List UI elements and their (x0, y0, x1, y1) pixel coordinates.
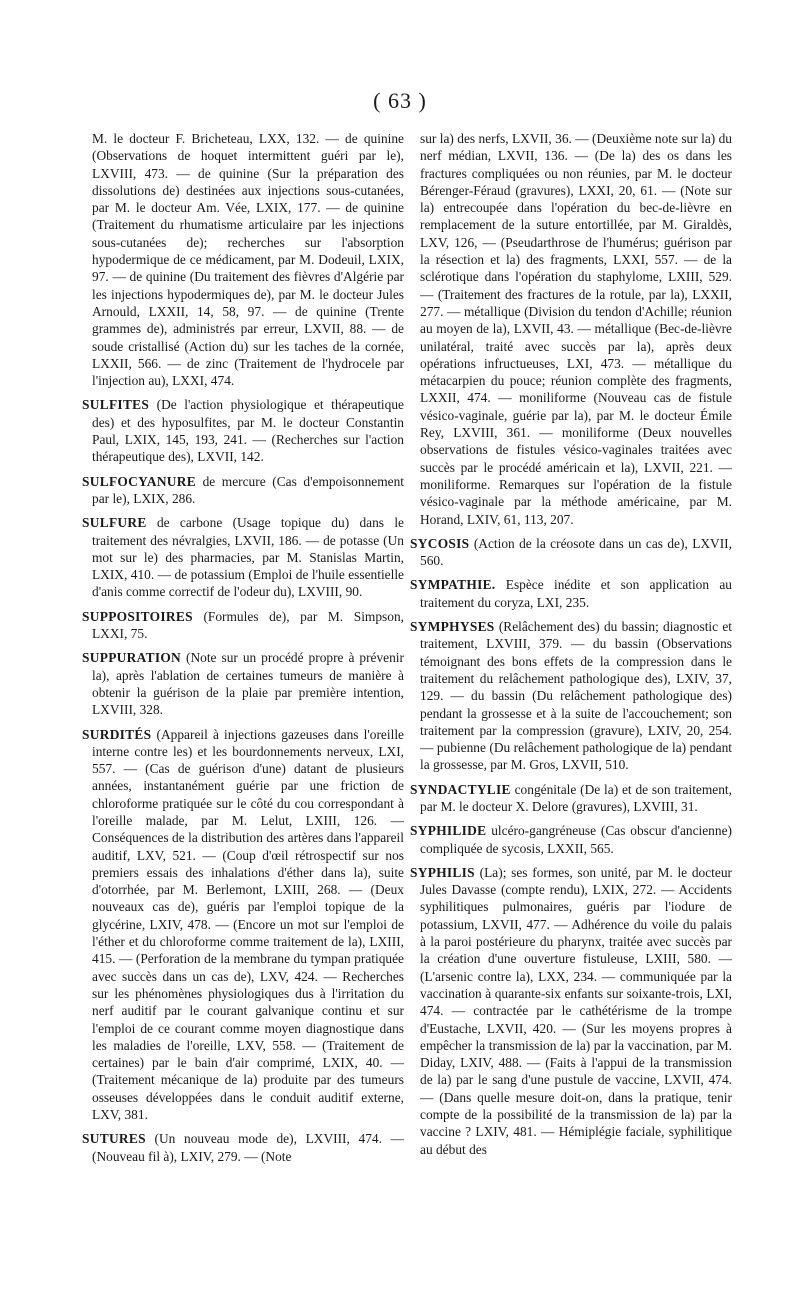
headword: SYCOSIS (410, 535, 470, 551)
index-entry: SYPHILIDE ulcéro-gangréneuse (Cas obscur d'ancienne) compliquée de sycosis, LXXII, 565. (410, 823, 732, 856)
headword: SYNDACTYLIE (410, 781, 511, 797)
index-entry: SULFOCYANURE de mercure (Cas d'empoisonnement par le), LXIX, 286. (82, 473, 404, 506)
headword: SUTURES (82, 1131, 146, 1147)
page-number: ( 63 ) (373, 88, 427, 113)
headword: SYMPHYSES (410, 619, 495, 635)
headword: SYPHILIS (410, 864, 475, 880)
index-entry: SUTURES (Un nouveau mode de), LXVIII, 474. — (Nouveau fil à), LXIV, 279. — (Note (82, 1131, 404, 1164)
headword: SYMPATHIE. (410, 577, 496, 593)
left-column (82, 130, 404, 1172)
headword: SULFITES (82, 397, 150, 413)
index-entry: SUPPOSITOIRES (Formules de), par M. Simpson, LXXI, 75. (82, 608, 404, 642)
index-entry: SULFITES (De l'action physiologique et thérapeutique des) et des hyposulfites, par M. le docteur Constantin Paul, LXIX, 145, 193, 241. — (Recherches sur l'action thérapeutique des), LXVII, 142. (82, 397, 404, 465)
index-entry: SYPHILIS (La); ses formes, son unité, par M. le docteur Jules Davasse (compte rendu), LXIX, 272. — Accidents syphilitiques pulmonaires, guéris par l'iodure de potassium, LXVII, 477. — Adhérence du voile du palais à la paroi postérieure du pharynx, traitée avec succès par la création d'une ouverture fistuleuse, LXIII, 580. — (L'arsenic contre la), LXX, 234. — communiquée par la vaccination à quarante-six enfants sur soixante-trois, LXI, 474. — contractée par le cathétérisme de la trompe d'Eustache, LXVII, 420. — (Sur les moyens propres à empêcher la transmission de la) par la vaccination, par M. Diday, LXIV, 488. — (Faits à l'appui de la transmission de la) par le sang d'une pustule de vaccine, LXVII, 474. — (Dans quelle mesure doit-on, dans la pratique, tenir compte de la possibilité de la transmission de la) par la vaccine ? LXIV, 481. — Hémiplégie faciale, syphilitique au début des (410, 864, 732, 1157)
index-entry: SURDITÉS (Appareil à injections gazeuses dans l'oreille interne contre les) et les bourdonnements nerveux, LXI, 557. — (Cas de guérison d'une) datant de plusieurs années, instantanément guérie par une friction de chloroforme pratiquée sur le côté du cou correspondant à l'oreille malade, par M. Lelut, LXIII, 126. — Conséquences de la distribution des artères dans l'appareil auditif, LXV, 521. — (Coup d'œil rétrospectif sur nos premiers essais des inhalations d'éther dans la), suite d'otorrhée, par M. Berlemont, LXIII, 268. — (Deux nouveaux cas de), guéris par l'emploi topique de la glycérine, LXIV, 478. — (Encore un mot sur l'emploi de l'éther et du chloroforme comme traitement de la), LXIII, 415. — (Perforation de la membrane du tympan pratiquée avec succès dans un cas de), LXV, 424. — Recherches sur les phénomènes physiologiques dus à l'irritation du nerf auditif par le courant galvanique continu et sur l'emploi de ce courant comme moyen diagnostique dans les maladies de l'oreille, LXV, 558. — (Traitement de certaines) par le bain d'air comprimé, LXIX, 40. — (Traitement mécanique de la) produite par des tumeurs osseuses développées dans le conduit auditif externe, LXV, 381. (82, 726, 404, 1123)
index-entry: SUPPURATION (Note sur un procédé propre à prévenir la), après l'ablation de certaines tumeurs de manière à obtenir la guérison de la plaie par première intention, LXVIII, 328. (82, 650, 404, 718)
headword: SUPPOSITOIRES (82, 608, 193, 624)
headword: SURDITÉS (82, 726, 152, 742)
index-entry: SYMPHYSES (Relâchement des) du bassin; diagnostic et traitement, LXVIII, 379. — du bassin (Observations témoignant des bons effets de la compression dans le traitement du relâchement pathologique des), LXIV, 37, 129. — du bassin (Du relâchement pathologique des) pendant la grossesse et à la suite de l'accouchement; son traitement par la compression (gravure), LXIV, 20, 254. — pubienne (Du relâchement pathologique de la) pendant la grossesse, par M. Gros, LXVII, 510. (410, 619, 732, 773)
index-entry: SULFURE de carbone (Usage topique du) dans le traitement des névralgies, LXVII, 186. — de potasse (Un mot sur le) des pharmacies, par M. Stanislas Martin, LXIX, 410. — de potassium (Emploi de l'huile essentielle d'anis comme correctif de l'odeur du), LXVIII, 90. (82, 515, 404, 600)
headword: SULFURE (82, 515, 147, 531)
index-entry: SYMPATHIE. Espèce inédite et son application au traitement du coryza, LXI, 235. (410, 577, 732, 610)
index-entry: M. le docteur F. Bricheteau, LXX, 132. — de quinine (Observations de hoquet intermittent guéri par le), LXVIII, 473. — de quinine (Sur la préparation des dissolutions de) destinées aux injections sous-cutanées, par M. le docteur Am. Vée, LXIX, 177. — de quinine (Traitement du rhumatisme articulaire par les injections sous-cutanées de); recherches sur l'absorption hypodermique de ce médicament, par M. Dodeuil, LXIX, 97. — de quinine (Du traitement des fièvres d'Algérie par les injections hypodermiques de), par M. le docteur Jules Arnould, LXXII, 14, 58, 97. — de quinine (Trente grammes de), administrés par erreur, LXVII, 88. — de soude cristallisé (Action du) sur les taches de la cornée, LXXII, 566. — de zinc (Traitement de l'hydrocele par l'injection au), LXXI, 474. (92, 131, 404, 389)
index-entry: SYCOSIS (Action de la créosote dans un cas de), LXVII, 560. (410, 535, 732, 569)
index-entry: sur la) des nerfs, LXVII, 36. — (Deuxième note sur la) du nerf médian, LXVII, 136. — (De la) des os dans les fractures compliquées ou non réunies, par M. le docteur Bérenger-Féraud (gravures), LXXI, 20, 61. — (Note sur la) entrecoupée dans l'opération du bec-de-lièvre en remplacement de la suture entortillée, par M. Giraldès, LXV, 126, — (Pseudarthrose de l'humérus; guérison par la résection et la) des fragments, LXXI, 557. — de la sclérotique dans l'opération du staphylome, LXIII, 529. — (Traitement des fractures de la rotule, par la), LXXII, 277. — métallique (Division du tendon d'Achille; réunion au moyen de la), LXVII, 43. — métallique (Bec-de-lièvre unilatéral, traité avec succès par la), après deux opérations infructueuses, LXI, 473. — métallique du métacarpien du pouce; réunion complète des fragments, LXXII, 474. — moniliforme (Nouveau cas de fistule vésico-vaginale, guérie par la), par M. le docteur Émile Rey, LXVIII, 361. — moniliforme (Deux nouvelles observations de fistules vésico-vaginales traitées avec succès par le procédé américain et la), LXVII, 221. — moniliforme. Remarques sur l'opération de la fistule vésico-vaginale par la méthode américaine, par M. Horand, LXIV, 61, 113, 207. (420, 131, 732, 527)
headword: SYPHILIDE (410, 823, 487, 839)
right-column (410, 130, 732, 1165)
headword: SULFOCYANURE (82, 473, 196, 489)
index-entry: SYNDACTYLIE congénitale (De la) et de son traitement, par M. le docteur X. Delore (gravures), LXVIII, 31. (410, 781, 732, 814)
headword: SUPPURATION (82, 650, 182, 666)
